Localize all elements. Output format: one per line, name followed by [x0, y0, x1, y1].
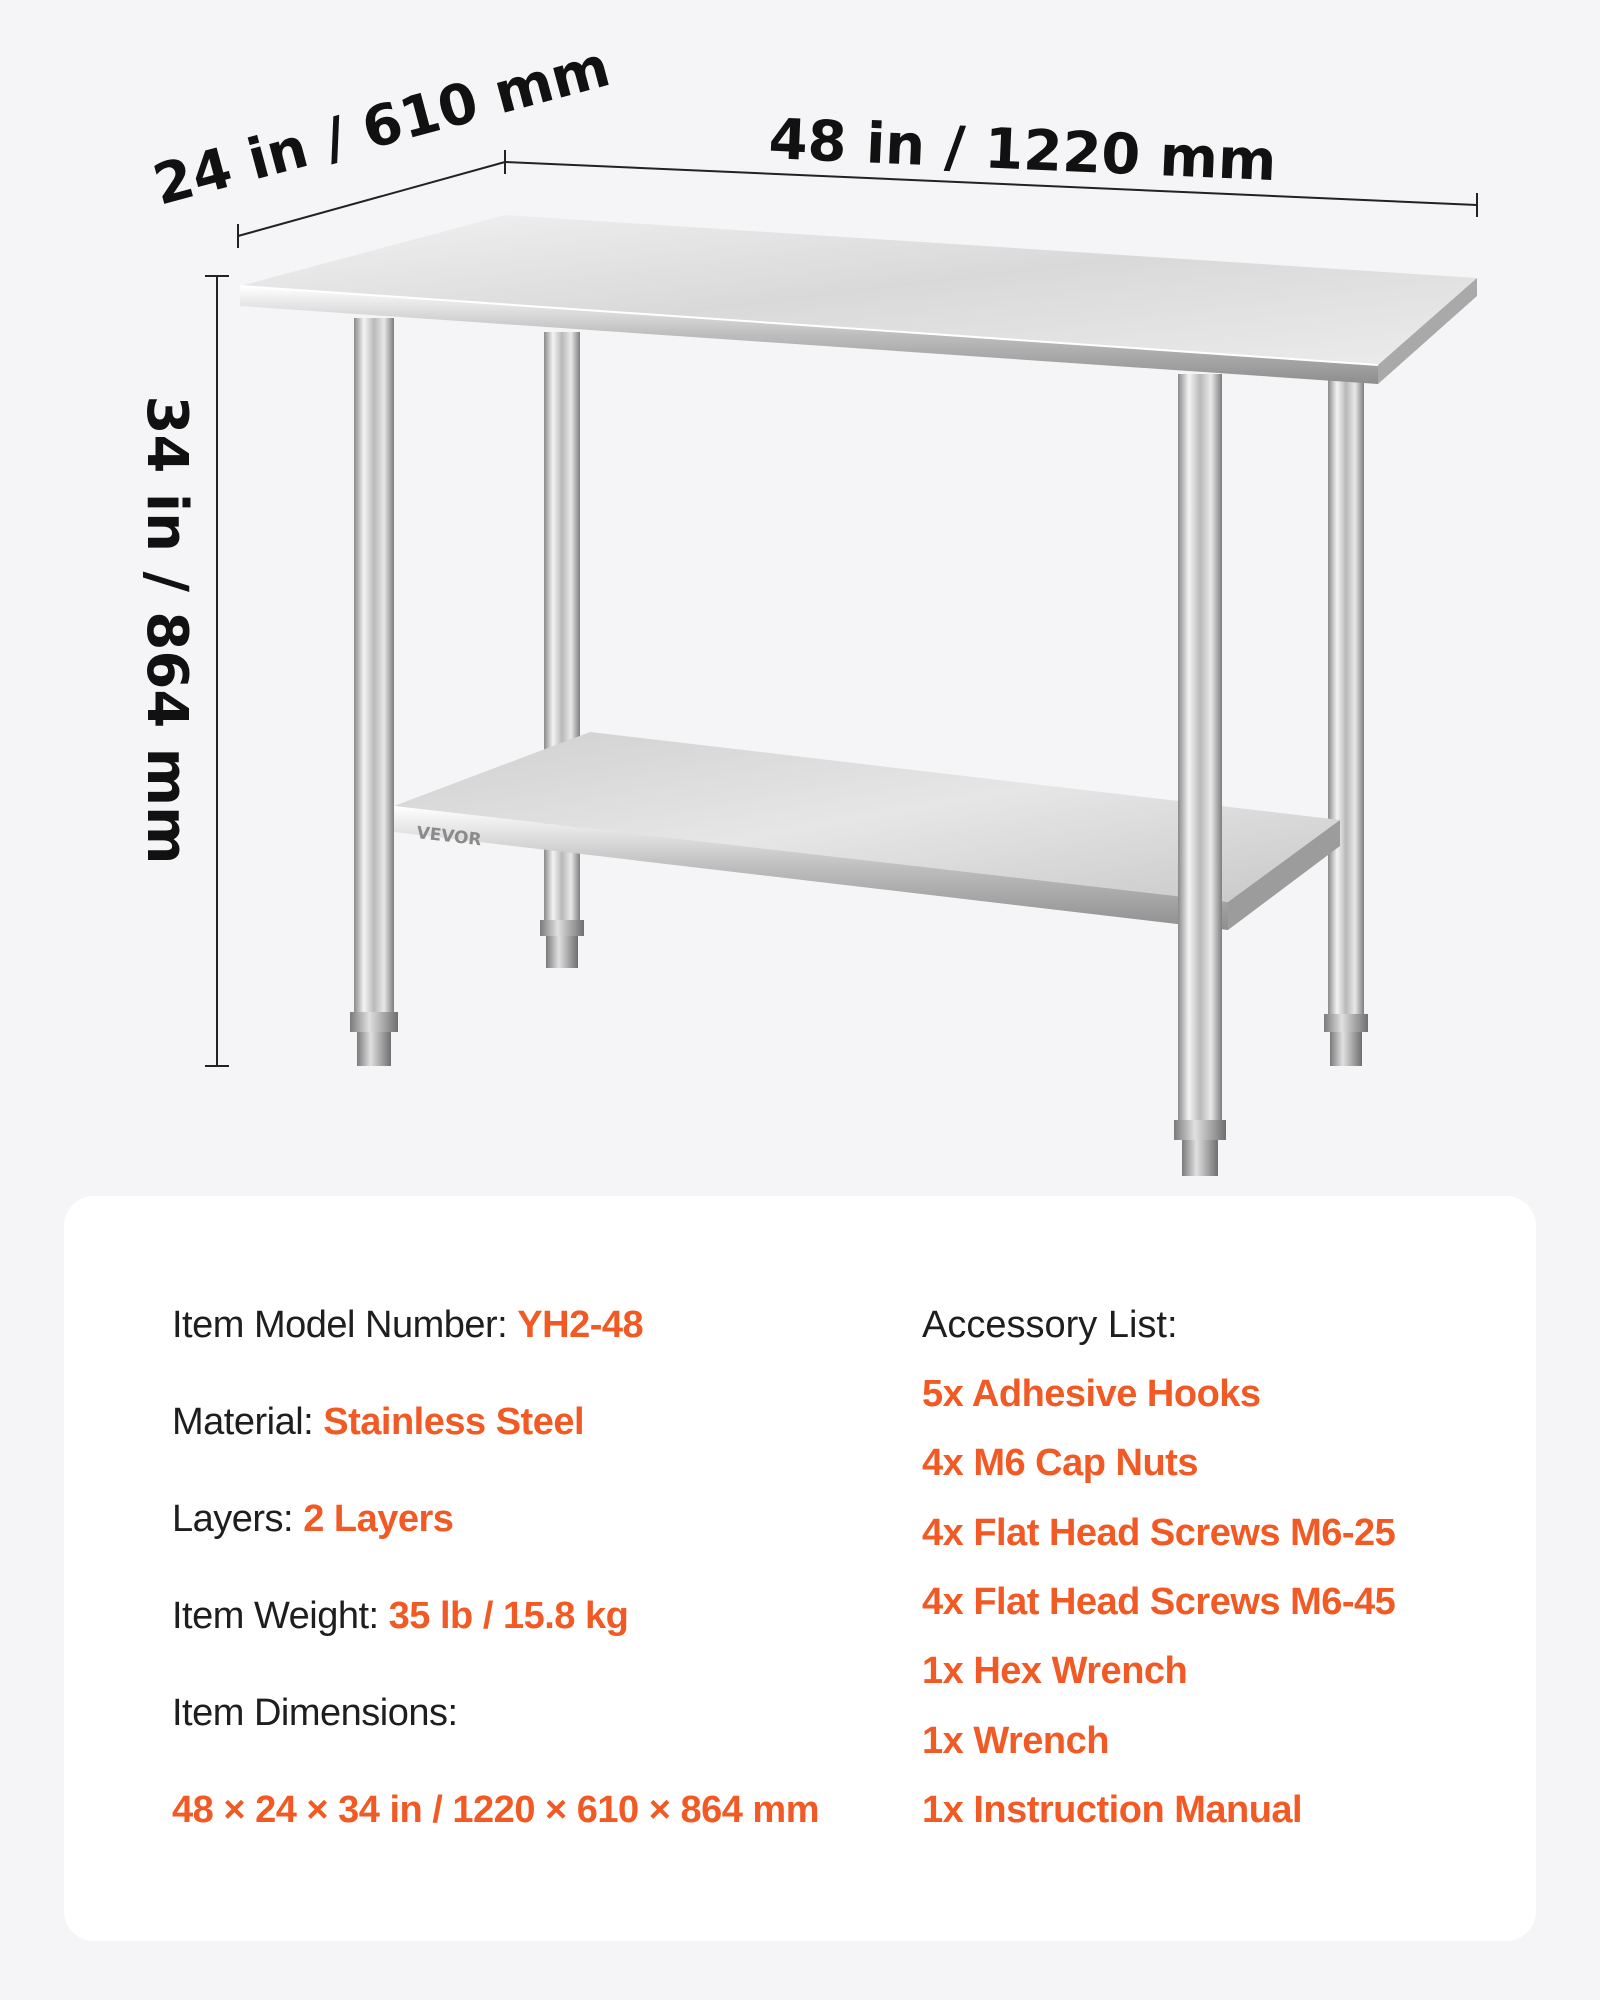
accessory-list-title: Accessory List:	[922, 1304, 1178, 1346]
weight-value: 35 lb / 15.8 kg	[388, 1595, 629, 1637]
material-value: Stainless Steel	[323, 1401, 585, 1443]
accessory-item: 4x M6 Cap Nuts	[922, 1442, 1198, 1484]
model-number-row	[172, 1304, 643, 1347]
layers-row	[172, 1498, 453, 1541]
table-top	[240, 215, 1477, 384]
layers-value: 2 Layers	[303, 1498, 454, 1540]
front-leg-right	[1174, 374, 1226, 1176]
depth-dimension-label: 24 in / 610 mm	[146, 34, 617, 219]
brand-logo: VEVOR	[415, 823, 483, 851]
front-leg-left	[350, 318, 398, 1066]
accessory-item: 1x Instruction Manual	[922, 1789, 1303, 1831]
back-leg-left	[540, 332, 584, 968]
back-leg-right	[1324, 354, 1368, 1066]
accessory-item: 4x Flat Head Screws M6-25	[922, 1512, 1396, 1554]
model-number-value: YH2-48	[517, 1304, 644, 1346]
accessory-item: 1x Hex Wrench	[922, 1650, 1188, 1692]
width-dimension-label: 48 in / 1220 mm	[767, 107, 1278, 195]
accessory-item: 4x Flat Head Screws M6-45	[922, 1581, 1396, 1623]
layers-label: Layers:	[172, 1498, 294, 1540]
dimensions-label: Item Dimensions:	[172, 1692, 458, 1734]
dimensions-value: 48 × 24 × 34 in / 1220 × 610 × 864 mm	[172, 1789, 820, 1831]
material-label: Material:	[172, 1401, 314, 1443]
weight-label: Item Weight:	[172, 1595, 379, 1637]
specifications-panel	[64, 1196, 1536, 1941]
accessory-item: 5x Adhesive Hooks	[922, 1373, 1261, 1415]
accessory-item: 1x Wrench	[922, 1720, 1109, 1762]
model-number-label: Item Model Number:	[172, 1304, 508, 1346]
weight-row	[172, 1595, 628, 1638]
material-row	[172, 1401, 584, 1444]
height-dimension-label: 34 in / 864 mm	[134, 395, 199, 865]
